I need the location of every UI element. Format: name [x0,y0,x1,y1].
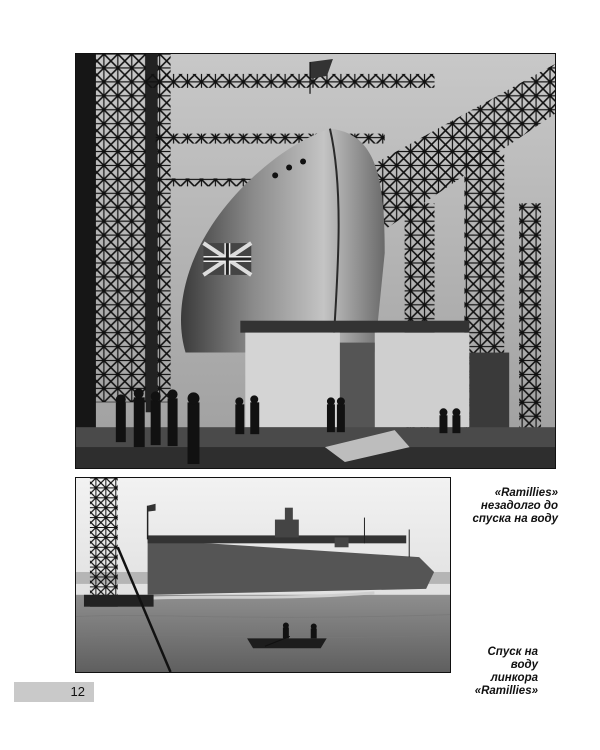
page-number: 12 [70,684,85,699]
launch-photo [75,477,451,673]
slipway-photo [75,53,556,469]
top-photo-caption: «Ramillies» незадолго до спуска на воду [472,487,558,525]
launch-photo-graphic [76,478,450,672]
bottom-photo-caption: Спуск на воду линкора «Ramillies» [474,646,538,697]
slipway-photo-graphic [76,54,555,468]
page-number-bar [14,682,94,702]
